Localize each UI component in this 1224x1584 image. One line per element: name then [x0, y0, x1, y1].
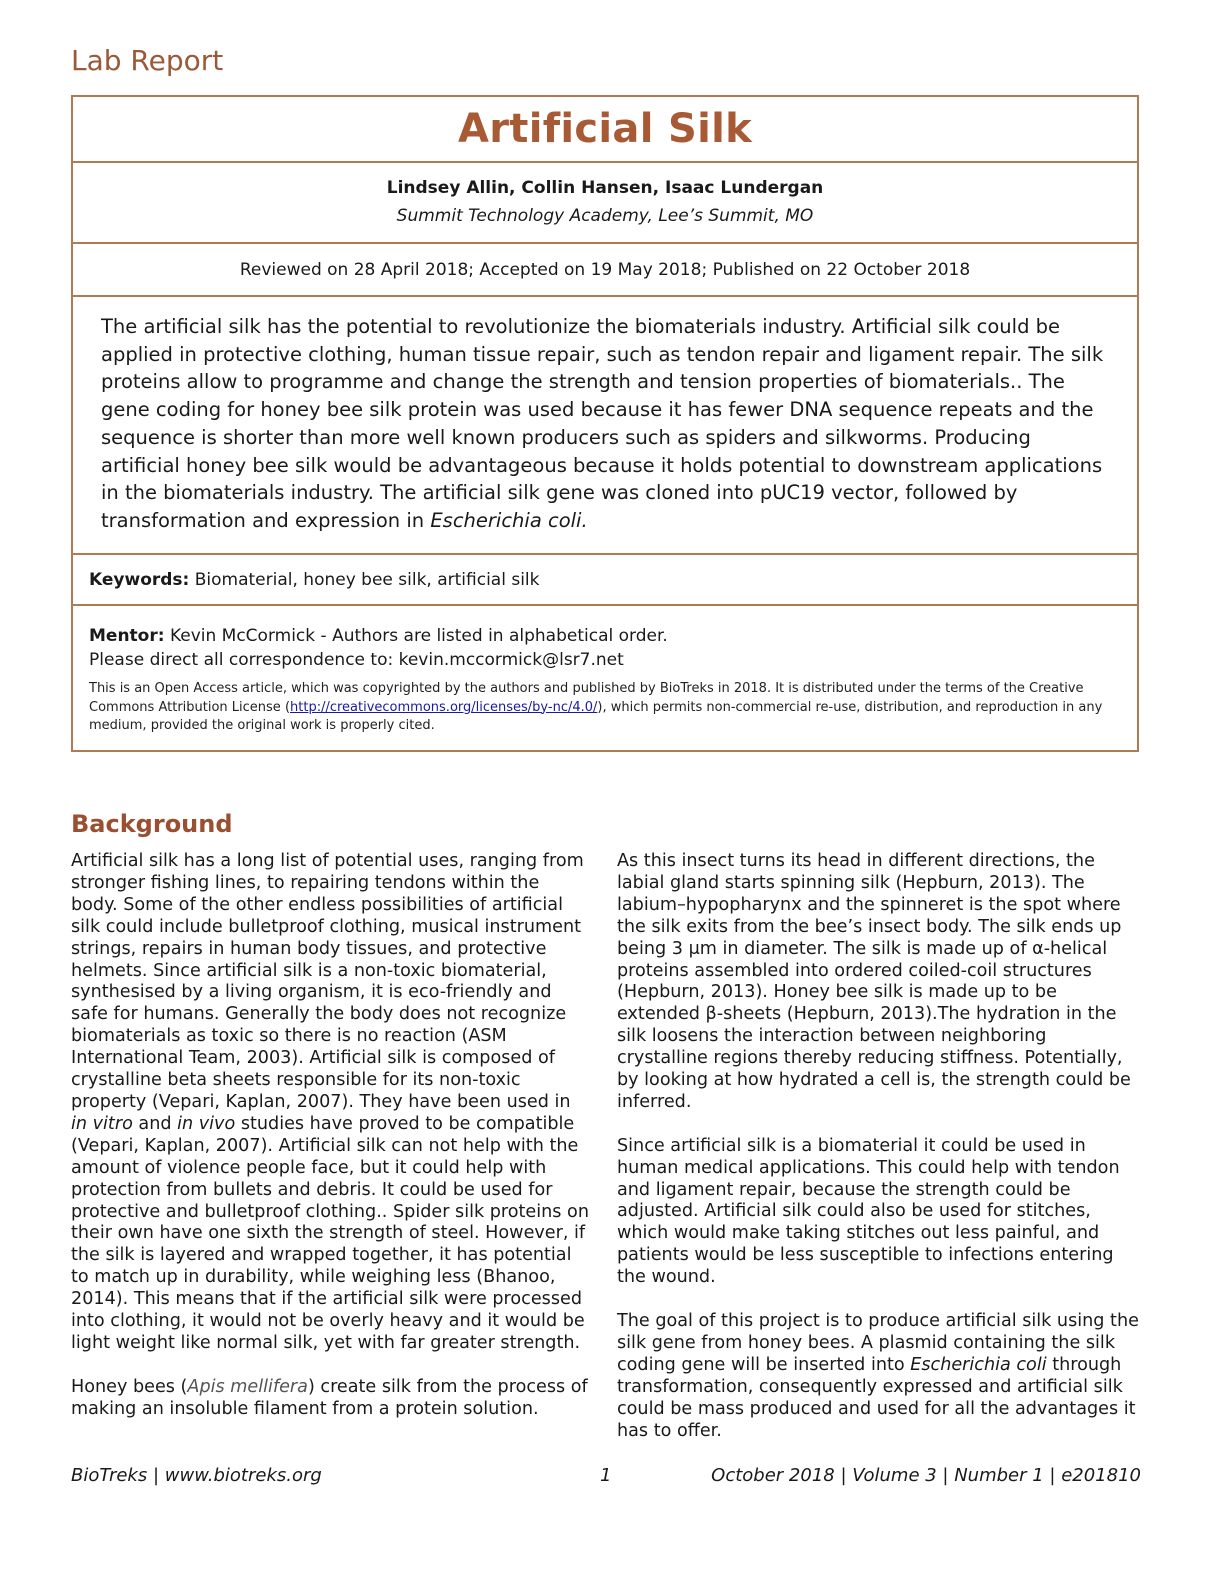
text: studies have proved to be compatible (Vepari, Kaplan, 2007). Artificial silk can not help with the amount of violence people face, but it could help with protection from bullets and debris. It could be used for protective and bulletproof clothing.. Spider silk proteins on their own have one sixth the strength of steel. However, if the silk is layered and wrapped together, it has potential to match up in durability, while weighing less (Bhanoo, 2014). This means that if the artificial silk were processed into clothing, it would not be overly heavy and it would be light weight like normal silk, yet with far greater strength.	[71, 1113, 589, 1353]
text: The goal of this project is to produce artificial silk using the silk gene from honey bees. A plasmid containing the silk coding gene will be inserted into	[617, 1311, 1139, 1375]
license-text: This is an Open Access article, which was copyrighted by the authors and published by BioTreks in 2018. It is distributed under the terms of the Creative Commons Attribution License (	[89, 681, 1084, 715]
keywords	[73, 555, 1137, 606]
footer-issue: October 2018 | Volume 3 | Number 1 | e201810	[711, 1465, 1141, 1486]
column-right	[617, 851, 1142, 1464]
author-list: Lindsey Allin, Collin Hansen, Isaac Lundergan	[386, 178, 824, 198]
italic-term: in vitro	[71, 1113, 133, 1134]
correspondence: Please direct all correspondence to: kevin.mccormick@lsr7.net	[89, 650, 624, 670]
license-notice	[89, 680, 1121, 736]
text: and	[132, 1113, 178, 1134]
abstract-text: The artificial silk has the potential to revolutionize the biomaterials industry. Artificial silk could be applied in protective clothing, human tissue repair, such as tendon repair and ligament repair. The silk proteins allow to programme and change the strength and tension properties of biomaterials.. The gene coding for honey bee silk protein was used because it has fewer DNA sequence repeats and the sequence is shorter than more well known producers such as spiders and silkworms. Producing artificial honey bee silk would be advantageous because it holds potential to downstream applications in the biomaterials industry. The artificial silk gene was cloned into pUC19 vector, followed by transformation and expression in	[101, 315, 1104, 532]
text: ) create silk from the process of making an insoluble filament from a protein solution.	[71, 1376, 588, 1419]
article-title: Artificial Silk	[457, 106, 752, 152]
abstract	[73, 297, 1137, 555]
page-footer	[71, 1465, 1141, 1489]
license-text-end: ), which permits non-commercial re-use, distribution, and reproduction in any medium, provided the original work is properly cited.	[89, 699, 1103, 733]
section-label: Lab Report	[71, 44, 224, 77]
paragraph	[617, 1311, 1142, 1442]
title-row	[73, 97, 1137, 163]
paragraph: As this insect turns its head in different directions, the labial gland starts spinning silk (Hepburn, 2013). The labium–hypopharynx and the spinneret is the spot where the silk exits from the bee’s insect body. The silk ends up being 3 μm in diameter. The silk is made up of α-helical proteins assembled into ordered coiled-coil structures (Hepburn, 2013). Honey bee silk is made up to be extended β-sheets (Hepburn, 2013).The hydration in the silk loosens the interaction between neighboring crystalline regions thereby reducing stiffness. Potentially, by looking at how hydrated a cell is, the strength could be inferred.	[617, 851, 1131, 1112]
column-left	[71, 851, 591, 1442]
keywords-value: Biomaterial, honey bee silk, artificial silk	[189, 569, 540, 590]
mentor-label: Mentor:	[89, 626, 165, 646]
text: Artificial silk has a long list of potential uses, ranging from stronger fishing lines, to repairing tendons within the body. Some of the other endless possibilities of artificial silk could include bulletproof clothing, musical instrument strings, repairs in human body tissues, and protective helmets. Since artificial silk is a non-toxic biomaterial, synthesised by a living organism, it is eco-friendly and safe for humans. Generally the body does not recognize biomaterials as toxic so there is no reaction (ASM International Team, 2003). Artificial silk is composed of crystalline beta sheets responsible for its non-toxic property (Vepari, Kaplan, 2007). They have been used in	[71, 851, 584, 1112]
page-number: 1	[600, 1465, 612, 1486]
background-heading: Background	[71, 810, 233, 838]
paragraph	[71, 851, 591, 1355]
organism-name: Escherichia coli	[910, 1354, 1047, 1375]
paragraph	[71, 1377, 591, 1421]
affiliation: Summit Technology Academy, Lee’s Summit, MO	[396, 206, 814, 226]
paragraph: Since artificial silk is a biomaterial it could be used in human medical applications. This could help with tendon and ligament repair, because the strength could be adjusted. Artificial silk could also be used for stitches, which would make taking stitches out less painful, and patients would be less susceptible to infections entering the wound.	[617, 1135, 1120, 1288]
keywords-label: Keywords:	[89, 569, 190, 590]
species-name: Apis mellifera	[187, 1376, 308, 1397]
text: Honey bees (	[71, 1376, 188, 1397]
license-link[interactable]: http://creativecommons.org/licenses/by-nc/4.0/	[290, 699, 598, 715]
mentor-value: Kevin McCormick - Authors are listed in alphabetical order.	[164, 626, 668, 646]
italic-term: in vivo	[177, 1113, 236, 1134]
abstract-organism: Escherichia coli.	[430, 508, 588, 532]
mentor-info	[73, 606, 1137, 750]
front-matter-box	[71, 95, 1139, 752]
publication-dates: Reviewed on 28 April 2018; Accepted on 19 May 2018; Published on 22 October 2018	[73, 244, 1137, 297]
authors-row	[73, 163, 1137, 244]
footer-journal: BioTreks | www.biotreks.org	[71, 1465, 322, 1486]
text: through transformation, consequently expressed and artificial silk could be mass produced and used for all the advantages it has to offer.	[617, 1354, 1136, 1441]
